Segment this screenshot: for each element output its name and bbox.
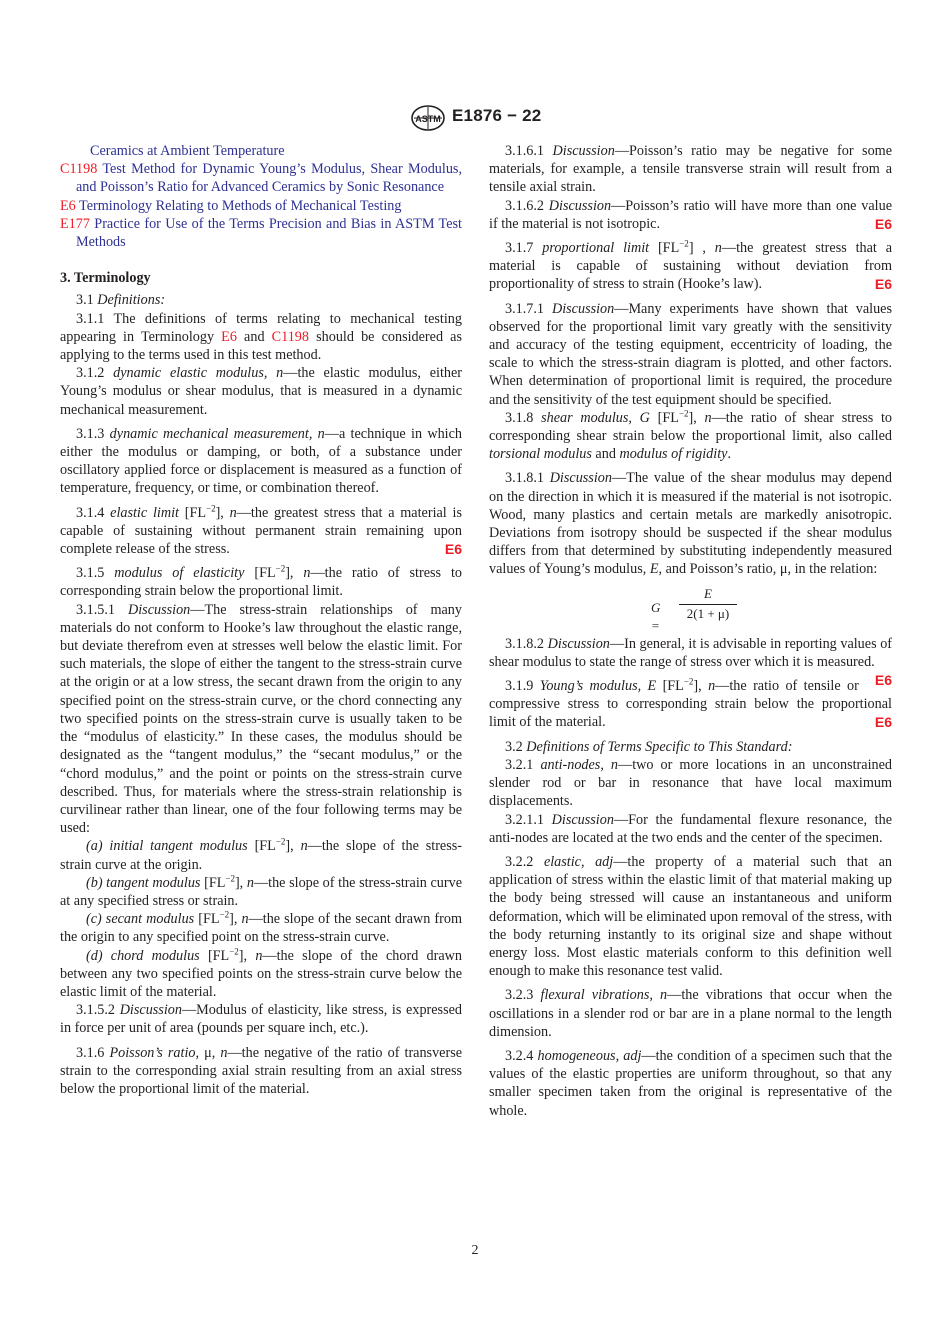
para-3-1-8-2: 3.1.8.2 Discussion—In general, it is advisable in reporting values of shear modulus to state the range of stress over which it is measured. E6: [489, 635, 893, 689]
para-3-1-5-1: 3.1.5.1 Discussion—The stress-strain relationships of many materials do not conform to Hooke’s law throughout the elastic range, but deviate therefrom even at stresses well below the elastic limit. For such materials, the slope of either the tangent to the stress-strain curve at the origin or at a low stress, the secant drawn from the origin to any specified point on the stress-strain curve, or the chord connecting any two specified points on the stress-strain curve is usually taken to be the “modulus of elasticity.” In these cases, the modulus should be designated as the “tangent modulus,” the “secant modulus,” or the “chord modulus,” and the point or points on the stress-strain curve described. Thus, for materials where the stress-strain relationship is curvilinear rather than linear, one of the four following terms may be used:: [60, 601, 462, 837]
link-e6[interactable]: E6: [874, 714, 892, 731]
para-3-1: 3.1 Definitions:: [76, 292, 166, 309]
item-d: (d) chord modulus $[FL^{-2}]$, n—the slope of the chord drawn between any two specified points on the stress-strain curve below the elastic limit of the material.: [60, 945, 462, 1000]
link-e6[interactable]: E6: [874, 276, 892, 293]
link-e177[interactable]: E177: [60, 215, 90, 232]
reference-e6: E6 Terminology Relating to Methods of Mechanical Testing: [60, 197, 402, 214]
para-3-1-8: 3.1.8 shear modulus, G $[FL^{-2}]$, n—the ratio of shear stress to corresponding shear strain below the proportional limit, also called torsional modulus and modulus of rigidity.: [489, 408, 893, 463]
para-3-1-6-2: 3.1.6.2 Discussion—Poisson’s ratio will have more than one value if the material is not isotropic. E6: [489, 197, 892, 232]
item-b: (b) tangent modulus $[FL^{-2}]$, n—the slope of the stress-strain curve at any specified stress or strain.: [60, 872, 463, 909]
para-3-1-5-2: 3.1.5.2 Discussion—Modulus of elasticity, like stress, is expressed in force per unit of area (pounds per square inch, etc.).: [60, 1002, 462, 1037]
link-c1198[interactable]: C1198: [60, 161, 98, 178]
para-3-2-4: 3.2.4 homogeneous, adj—the condition of a specimen such that the values of the elastic properties are uniform throughout, so that any smaller specimen taken from the original is representative of the whole.: [489, 1047, 893, 1119]
page-number: 2: [471, 1243, 479, 1258]
left-column: [60, 142, 462, 1098]
para-3-2-3: 3.2.3 flexural vibrations, n—the vibrations that occur when the oscillations in a slender rod or bar are in a plane normal to the length dimension.: [489, 987, 892, 1040]
svg-text:ASTM: ASTM: [415, 114, 441, 124]
link-e6[interactable]: E6: [874, 672, 892, 689]
right-column: [489, 142, 892, 1120]
para-3-1-6-1: 3.1.6.1 Discussion—Poisson’s ratio may be negative for some materials, for example, a tensile transverse strain will result from a tensile axial strain.: [489, 143, 893, 196]
link-e6[interactable]: E6: [444, 541, 462, 558]
para-3-1-6: 3.1.6 Poisson’s ratio, μ, n—the negative of the ratio of transverse strain to the corresponding axial strain resulting from an axial stress below the proportional limit of the material.: [60, 1044, 463, 1097]
para-3-2-1: 3.2.1 anti-nodes, n—two or more locations in an unconstrained slender rod or bar in resonance that have local maximum displacements.: [489, 756, 893, 810]
link-e6[interactable]: E6: [60, 197, 76, 214]
item-a: (a) initial tangent modulus $[FL^{-2}]$, n—the slope of the stress-strain curve at the origin.: [60, 836, 462, 873]
para-3-1-9: 3.1.9 Young’s modulus, E $[FL^{-2}]$, n—the ratio of tensile or compressive stress to corresponding strain below the proportional limit of the material. E6: [489, 676, 892, 731]
para-3-1-8-1: 3.1.8.1 Discussion—The value of the shear modulus may depend on the direction in which it is measured if the material is not isotropic. Wood, many plastics and certain metals are markedly anisotropic. Deviations from isotropy should be suspected if the shear modulus differs from that determined by substituting independently measured values of Young’s modulus, E, and Poisson’s ratio, μ, in the relation:: [489, 470, 892, 578]
page-header: [0, 102, 950, 134]
reference-c1198: C1198 Test Method for Dynamic Young’s Modulus, Shear Modulus, and Poisson’s Ratio for Advanced Ceramics by Sonic Resonance: [60, 161, 462, 196]
formula-fraction: $\frac{E}{2(1 + \mu)}$: [679, 585, 737, 623]
para-3-1-7-1: 3.1.7.1 Discussion—Many experiments have shown that values observed for the proportional limit vary greatly with the sensitivity and accuracy of the testing equipment, eccentricity of loading, the scale to which the stress-strain diagram is plotted, and other factors. When determination of proportional limit is required, the procedure and the sensitivity of the test equipment should be specified.: [489, 300, 892, 408]
formula-lhs: G =: [651, 599, 661, 633]
reference-continuation: Ceramics at Ambient Temperature: [90, 143, 285, 159]
para-3-1-5: 3.1.5 modulus of elasticity $[FL^{-2}]$, n—the ratio of stress to corresponding strain below the proportional limit.: [60, 563, 463, 600]
section-heading-terminology: 3. Terminology: [60, 270, 151, 287]
para-3-2-1-1: 3.2.1.1 Discussion—For the fundamental flexure resonance, the anti-nodes are located at the two ends and the center of the specimen.: [489, 811, 893, 846]
link-e6[interactable]: E6: [874, 215, 892, 232]
para-3-1-4: 3.1.4 elastic limit $[FL^{-2}]$, n—the greatest stress that a material is capable of sustaining without permanent strain remaining upon complete release of the stress. E6: [60, 502, 462, 558]
link-e6[interactable]: E6: [221, 328, 237, 345]
para-3-1-1: 3.1.1 The definitions of terms relating to mechanical testing appearing in Terminology E6 and C1198 should be considered as applying to the terms used in this test method.: [60, 310, 462, 364]
link-c1198[interactable]: C1198: [271, 328, 309, 345]
para-3-2: 3.2 Definitions of Terms Specific to This Standard:: [505, 738, 793, 755]
standard-designation: E1876 − 22: [452, 106, 542, 125]
astm-logo-icon: [410, 104, 446, 132]
para-3-2-2: 3.2.2 elastic, adj—the property of a material such that an application of stress within the elastic limit of that material making up the body being stressed will cause an instantaneous and uniform deformation, which will be eliminated upon removal of the stress, with the body returning instantly to its original size and shape without energy loss. Most elastic materials conform to this definition well enough to make this resonance test valid.: [489, 853, 892, 980]
para-3-1-3: 3.1.3 dynamic mechanical measurement, n—a technique in which either the modulus or damping, or both, of a substance under oscillatory applied force or displacement is measured as a function of temperature, frequency, or time, or combination thereof.: [60, 425, 463, 497]
shear-modulus-formula: [489, 579, 892, 635]
item-c: (c) secant modulus $[FL^{-2}]$, n—the slope of the secant drawn from the origin to any specified point on the stress-strain curve.: [60, 909, 463, 946]
reference-e177: E177 Practice for Use of the Terms Precision and Bias in ASTM Test Methods: [60, 215, 462, 251]
para-3-1-7: 3.1.7 proportional limit $[FL^{-2}]$ , n—the greatest stress that a material is capable of sustaining without deviation from proportionality of stress to strain (Hooke’s law). E6: [489, 238, 893, 293]
para-3-1-2: 3.1.2 dynamic elastic modulus, n—the elastic modulus, either Young’s modulus or shear modulus, that is measured in a dynamic mechanical measurement.: [60, 365, 463, 418]
